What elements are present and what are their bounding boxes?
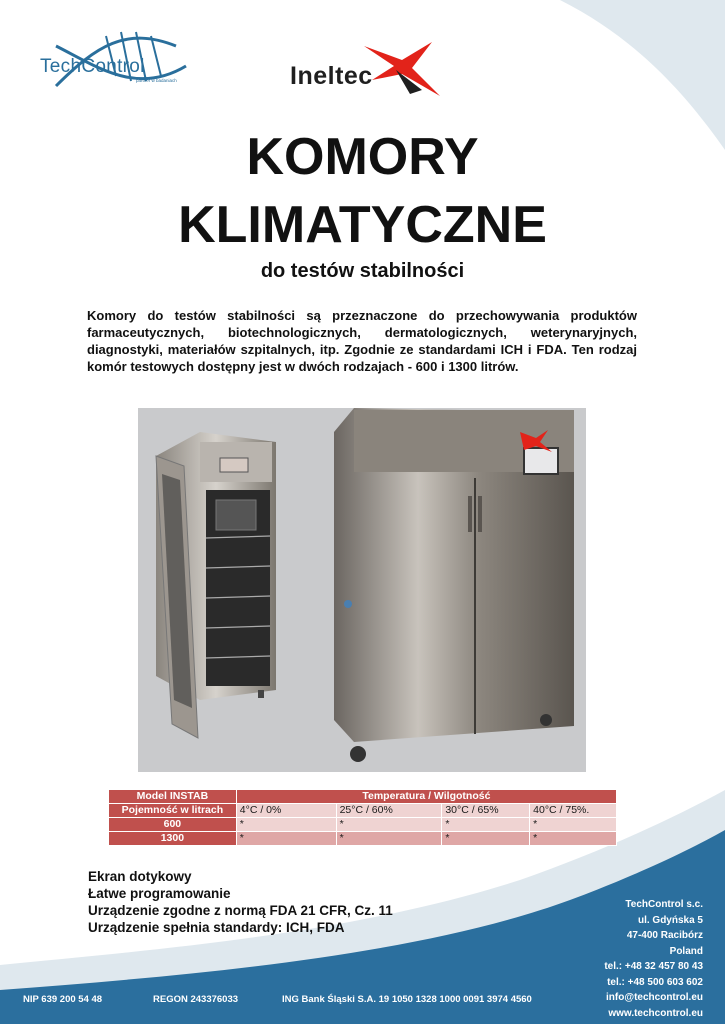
chamber-1300 (334, 408, 574, 762)
feature-item: Ekran dotykowy (88, 869, 192, 884)
footer-bank: ING Bank Śląski S.A. 19 1050 1328 1000 0091 3974 4560 (282, 994, 532, 1005)
contact-tel-1: tel.: +48 32 457 80 43 (604, 961, 703, 972)
row-label-capacity: Pojemność w litrach (109, 804, 237, 818)
table-row (109, 832, 617, 846)
footer-nip: NIP 639 200 54 48 (23, 994, 103, 1005)
table-cell: 4°C / 0% (236, 804, 336, 818)
contact-street: ul. Gdyńska 5 (637, 914, 703, 926)
table-cell: * (236, 832, 336, 846)
ineltec-wordmark: Ineltec (290, 62, 373, 90)
contact-email[interactable]: info@techcontrol.eu (606, 992, 703, 1003)
header-conditions: Temperatura / Wilgotność (236, 790, 616, 804)
row-label-1300: 1300 (109, 832, 237, 846)
table-cell: * (442, 818, 530, 832)
intro-paragraph: Komory do testów stabilności są przeznaczone do przechowywania produktów farmaceutycznych, biotechnologicznych, dermatologicznych, weterynaryjnych, diagnostyki, materiałów szpitalnych, itp. Zgodnie ze standardami ICH i FDA. Ten rodzaj komór testowych dostępny jest w dwóch rodzajach - 600 i 1300 litrów. (87, 308, 637, 374)
table-cell: * (236, 818, 336, 832)
techcontrol-wordmark: TechControl (40, 56, 145, 77)
contact-company: TechControl s.c. (625, 899, 703, 910)
header-model: Model INSTAB (109, 790, 237, 804)
subtitle: do testów stabilności (260, 260, 465, 282)
feature-list (88, 868, 393, 936)
table-cell: * (336, 832, 442, 846)
product-photo (138, 408, 586, 772)
feature-item: Łatwe programowanie (88, 886, 231, 901)
title-line-1: KOMORY (246, 128, 479, 186)
table-header-row (109, 790, 617, 804)
title-line-2: KLIMATYCZNE (178, 196, 547, 254)
techcontrol-tagline: partner w badaniach (136, 78, 177, 83)
contact-city: 47-400 Racibórz (626, 930, 703, 941)
feature-item: Urządzenie spełnia standardy: ICH, FDA (88, 920, 345, 935)
table-cell: 30°C / 65% (442, 804, 530, 818)
table-cell: 25°C / 60% (336, 804, 442, 818)
table-cell: * (336, 818, 442, 832)
contact-country: Poland (669, 945, 703, 957)
contact-tel-2: tel.: +48 500 603 602 (607, 976, 703, 988)
table-cell: 40°C / 75%. (530, 804, 617, 818)
spec-table (108, 789, 617, 846)
techcontrol-logo (36, 26, 196, 106)
table-row (109, 818, 617, 832)
climate-chambers-illustration (138, 408, 586, 772)
row-label-600: 600 (109, 818, 237, 832)
table-row (109, 804, 617, 818)
table-cell: * (530, 818, 617, 832)
feature-item: Urządzenie zgodne z normą FDA 21 CFR, Cz. 11 (88, 903, 393, 918)
chamber-600 (156, 432, 276, 738)
footer (0, 994, 725, 1010)
ineltec-bird-icon (362, 40, 442, 100)
contact-website[interactable]: www.techcontrol.eu (608, 1007, 703, 1019)
table-cell: * (442, 832, 530, 846)
footer-regon: REGON 243376033 (153, 994, 239, 1005)
table-cell: * (530, 832, 617, 846)
ineltec-logo (290, 40, 450, 100)
